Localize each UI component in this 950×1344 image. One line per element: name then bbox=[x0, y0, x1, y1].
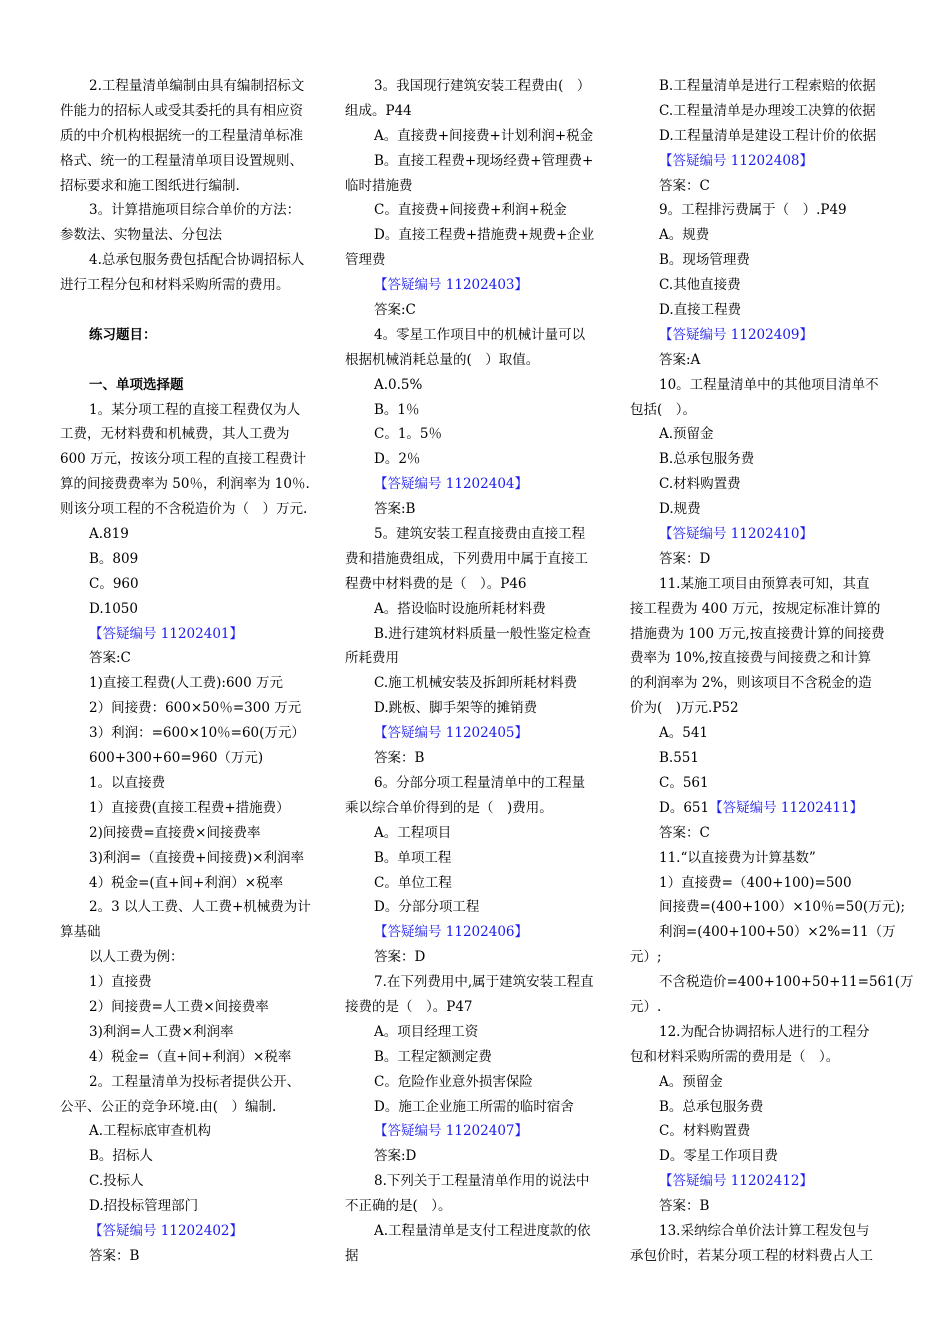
line-text: 13.采纳综合单价法计算工程发包与 bbox=[659, 1222, 870, 1239]
line-text: 1）直接费(直接工程费+措施费） bbox=[89, 799, 290, 816]
line-text: 答案:D bbox=[374, 1148, 417, 1165]
text-line bbox=[630, 1070, 892, 1095]
line-text: 【答疑编号 11202407】 bbox=[374, 1123, 529, 1140]
text-line bbox=[60, 472, 325, 497]
text-line bbox=[345, 373, 607, 398]
answer-code: 【答疑编号 11202411】 bbox=[709, 799, 864, 816]
text-line bbox=[60, 497, 325, 522]
line-text: 费和措施费组成，下列费用中属于直接工 bbox=[345, 550, 588, 567]
line-text: 不含税造价=400+100+50+11=561(万 bbox=[659, 974, 914, 991]
text-line bbox=[630, 796, 892, 821]
line-text: 4.总承包服务费包括配合协调招标人 bbox=[89, 252, 305, 269]
text-line bbox=[60, 771, 325, 796]
text-line bbox=[345, 223, 607, 248]
answer-code bbox=[630, 149, 892, 174]
text-line bbox=[60, 1020, 325, 1045]
text-line bbox=[630, 1020, 892, 1045]
answer-code bbox=[630, 522, 892, 547]
text-line bbox=[630, 1095, 892, 1120]
line-text: D.招投标管理部门 bbox=[89, 1198, 199, 1215]
line-text: D。分部分项工程 bbox=[374, 899, 480, 916]
line-text: 答案：B bbox=[89, 1247, 140, 1264]
line-text: 7.在下列费用中,属于建筑安装工程直 bbox=[374, 974, 594, 991]
text-line bbox=[60, 422, 325, 447]
text-line bbox=[345, 696, 607, 721]
line-text: 元）; bbox=[630, 949, 662, 966]
line-text: C.材料购置费 bbox=[659, 476, 741, 493]
text-line bbox=[345, 1194, 607, 1219]
line-text: 答案:C bbox=[374, 302, 416, 319]
line-text: D.工程量清单是建设工程计价的依据 bbox=[659, 127, 877, 144]
text-line bbox=[345, 348, 607, 373]
text-line bbox=[60, 1169, 325, 1194]
line-text: 格式、统一的工程量清单项目设置规则、 bbox=[60, 152, 303, 169]
line-text: D。2％ bbox=[374, 451, 421, 468]
line-text: 1。以直接费 bbox=[89, 774, 166, 791]
text-line bbox=[345, 671, 607, 696]
line-text: C.工程量清单是办理竣工决算的依据 bbox=[659, 102, 876, 119]
blank-line bbox=[60, 348, 325, 373]
answer-code bbox=[630, 323, 892, 348]
text-line bbox=[630, 497, 892, 522]
text-line bbox=[60, 1194, 325, 1219]
line-text: 临时措施费 bbox=[345, 177, 413, 194]
line-text: 2.工程量清单编制由具有编制招标文 bbox=[89, 78, 305, 94]
text-line bbox=[345, 198, 607, 223]
line-text: 600 万元，按该分项工程的直接工程费计 bbox=[60, 451, 307, 468]
line-text: 2)间接费=直接费×间接费率 bbox=[89, 824, 261, 841]
text-line bbox=[60, 871, 325, 896]
text-line bbox=[60, 597, 325, 622]
text-line bbox=[60, 248, 325, 273]
line-text: 参数法、实物量法、分包法 bbox=[60, 227, 222, 244]
text-line bbox=[630, 74, 892, 99]
text-line bbox=[345, 99, 607, 124]
text-line bbox=[630, 1045, 892, 1070]
text-line bbox=[60, 1045, 325, 1070]
text-line bbox=[60, 696, 325, 721]
line-text: 答案：D bbox=[374, 949, 426, 966]
line-text: 11.“以直接费为计算基数” bbox=[659, 849, 816, 866]
text-line bbox=[630, 920, 896, 945]
line-text: A。541 bbox=[659, 725, 709, 742]
text-line bbox=[60, 522, 325, 547]
text-line bbox=[60, 646, 325, 671]
text-line bbox=[345, 398, 607, 423]
answer-code bbox=[60, 1219, 325, 1244]
line-text: 管理费 bbox=[345, 252, 386, 269]
text-line bbox=[60, 99, 325, 124]
line-text: D。零星工作项目费 bbox=[659, 1148, 778, 1165]
line-text: C。材料购置费 bbox=[659, 1123, 751, 1140]
line-text: C。危险作业意外损害保险 bbox=[374, 1073, 533, 1090]
line-text: 利润=(400+100+50）×2%=11（万 bbox=[659, 924, 896, 941]
text-line bbox=[345, 522, 607, 547]
text-line bbox=[345, 572, 607, 597]
text-line bbox=[345, 149, 607, 174]
line-text: A.预留金 bbox=[659, 426, 714, 443]
line-text: 4）税金=(直+间+利润）×税率 bbox=[89, 874, 284, 891]
text-line bbox=[630, 223, 892, 248]
line-text: A。项目经理工资 bbox=[374, 1023, 479, 1040]
line-text: D.规费 bbox=[659, 501, 701, 518]
line-text: A。规费 bbox=[659, 227, 710, 244]
text-line bbox=[630, 298, 892, 323]
line-text: 进行工程分包和材料采购所需的费用。 bbox=[60, 277, 290, 294]
answer-code bbox=[345, 273, 607, 298]
column-1 bbox=[60, 74, 325, 1269]
line-text: 答案：D bbox=[659, 550, 711, 567]
line-text: A.819 bbox=[89, 526, 129, 543]
text-line bbox=[630, 273, 892, 298]
line-text: 组成。P44 bbox=[345, 102, 412, 119]
text-line bbox=[60, 995, 325, 1020]
line-text: 质的中介机构根据统一的工程量清单标准 bbox=[60, 127, 303, 144]
line-text: C.施工机械安装及拆卸所耗材料费 bbox=[374, 675, 578, 692]
line-text: 6。分部分项工程量清单中的工程量 bbox=[374, 774, 586, 791]
line-text: 2）间接费=人工费×间接费率 bbox=[89, 998, 269, 1015]
line-text: D.1050 bbox=[89, 600, 138, 617]
line-text: 接工程费为 400 万元，按规定标准计算的 bbox=[630, 600, 881, 617]
line-text: B.进行建筑材料质量一般性鉴定检查 bbox=[374, 625, 591, 642]
line-text: B.工程量清单是进行工程索赔的依据 bbox=[659, 78, 876, 94]
line-text: 4。零星工作项目中的机械计量可以 bbox=[374, 326, 586, 343]
text-line bbox=[630, 124, 892, 149]
text-line bbox=[630, 696, 892, 721]
line-text: 【答疑编号 11202410】 bbox=[659, 526, 814, 543]
text-line bbox=[345, 746, 607, 771]
text-line bbox=[630, 597, 892, 622]
line-text: 答案:B bbox=[374, 501, 416, 518]
line-text: 8.下列关于工程量清单作用的说法中 bbox=[374, 1173, 590, 1190]
line-text: 不正确的是( ）。 bbox=[345, 1198, 452, 1215]
line-text: A.0.5% bbox=[374, 376, 423, 393]
text-line bbox=[630, 970, 914, 995]
line-text: 【答疑编号 11202408】 bbox=[659, 152, 814, 169]
text-line bbox=[630, 1119, 892, 1144]
line-text: 1。某分项工程的直接工程费仅为人 bbox=[89, 401, 301, 418]
text-line bbox=[60, 796, 325, 821]
line-text: 件能力的招标人或受其委托的具有相应资 bbox=[60, 102, 303, 119]
text-line bbox=[630, 995, 892, 1020]
line-text: B。单项工程 bbox=[374, 849, 452, 866]
text-line bbox=[630, 398, 892, 423]
line-text: 答案：C bbox=[659, 824, 710, 841]
text-line bbox=[630, 821, 892, 846]
line-text: B。1％ bbox=[374, 401, 420, 418]
text-line bbox=[630, 1194, 892, 1219]
text-line bbox=[60, 821, 325, 846]
text-line bbox=[345, 248, 607, 273]
text-line bbox=[60, 970, 325, 995]
line-text: C.投标人 bbox=[89, 1173, 144, 1190]
answer-code bbox=[345, 721, 607, 746]
line-text: 则该分项工程的不含税造价为（ ）万元. bbox=[60, 501, 308, 518]
line-text: 包括( ）。 bbox=[630, 401, 697, 418]
line-text: 【答疑编号 11202404】 bbox=[374, 476, 529, 493]
text-line bbox=[345, 646, 607, 671]
line-text: 4）税金=（直+间+利润）×税率 bbox=[89, 1048, 292, 1065]
line-text: D。施工企业施工所需的临时宿舍 bbox=[374, 1098, 574, 1115]
line-text: 答案：C bbox=[659, 177, 710, 194]
text-line bbox=[345, 945, 607, 970]
text-line bbox=[345, 970, 607, 995]
line-text: 3。计算措施项目综合单价的方法： bbox=[89, 202, 301, 219]
line-text: 的利润率为 2%，则该项目不含税金的造 bbox=[630, 675, 872, 692]
text-line bbox=[345, 124, 607, 149]
line-text: D。直接工程费+措施费+规费+企业 bbox=[374, 227, 595, 244]
text-line bbox=[345, 422, 607, 447]
text-line bbox=[60, 572, 325, 597]
line-text: 程费中材料费的是（ ）。P46 bbox=[345, 575, 527, 592]
line-text: A.工程标底审查机构 bbox=[89, 1123, 212, 1140]
line-text: 算的间接费费率为 50％，利润率为 10％. bbox=[60, 476, 310, 493]
answer-code bbox=[345, 1119, 607, 1144]
text-line bbox=[345, 174, 607, 199]
text-line bbox=[60, 1070, 325, 1095]
line-text: 据 bbox=[345, 1247, 359, 1264]
text-line bbox=[60, 1119, 325, 1144]
text-line bbox=[345, 1169, 607, 1194]
line-text: 答案：B bbox=[374, 750, 425, 767]
column-2 bbox=[345, 74, 607, 1269]
line-text: 招标要求和施工图纸进行编制. bbox=[60, 177, 240, 194]
line-text: B。809 bbox=[89, 550, 139, 567]
line-text: A。预留金 bbox=[659, 1073, 723, 1090]
text-line bbox=[630, 1244, 892, 1269]
text-line bbox=[630, 622, 892, 647]
blank-line bbox=[60, 298, 325, 323]
text-line bbox=[630, 472, 892, 497]
line-text: 根据机械消耗总量的( ）取值。 bbox=[345, 351, 540, 368]
text-line bbox=[345, 871, 607, 896]
section-heading bbox=[60, 323, 325, 348]
line-text: 以人工费为例： bbox=[89, 949, 184, 966]
line-text: 5。建筑安装工程直接费由直接工程 bbox=[374, 526, 586, 543]
text-line bbox=[630, 572, 892, 597]
line-text: 3。我国现行建筑安装工程费由( ） bbox=[374, 78, 591, 94]
line-text: C。1。5％ bbox=[374, 426, 443, 443]
text-line bbox=[60, 671, 325, 696]
text-line bbox=[345, 1244, 607, 1269]
line-text: 元）. bbox=[630, 998, 662, 1015]
text-line bbox=[630, 174, 892, 199]
line-text: 【答疑编号 11202403】 bbox=[374, 277, 529, 294]
line-text: 【答疑编号 11202409】 bbox=[659, 326, 814, 343]
line-text: 承包价时，若某分项工程的材料费占人工 bbox=[630, 1247, 873, 1264]
text-line bbox=[60, 398, 325, 423]
text-line bbox=[630, 422, 892, 447]
answer-code bbox=[60, 622, 325, 647]
text-line bbox=[60, 1144, 325, 1169]
line-text: B.总承包服务费 bbox=[659, 451, 755, 468]
line-text: 3)利润=（直接费+间接费)×利润率 bbox=[89, 849, 305, 866]
text-line bbox=[630, 99, 892, 124]
line-text: 所耗费用 bbox=[345, 650, 399, 667]
line-text: 答案:A bbox=[659, 351, 701, 368]
text-line bbox=[630, 846, 892, 871]
text-line bbox=[60, 920, 325, 945]
text-line bbox=[60, 895, 325, 920]
text-line bbox=[60, 124, 325, 149]
line-text: 【答疑编号 11202405】 bbox=[374, 725, 529, 742]
text-line bbox=[630, 547, 892, 572]
line-text: C。单位工程 bbox=[374, 874, 452, 891]
line-text: C.其他直接费 bbox=[659, 277, 741, 294]
text-line bbox=[630, 871, 892, 896]
text-line bbox=[630, 447, 892, 472]
column-3 bbox=[630, 74, 914, 1269]
line-text: 【答疑编号 11202406】 bbox=[374, 924, 529, 941]
text-line bbox=[345, 895, 607, 920]
line-text: C。561 bbox=[659, 774, 709, 791]
text-line bbox=[345, 1219, 607, 1244]
text-line bbox=[60, 74, 325, 99]
line-text: 算基础 bbox=[60, 924, 101, 941]
line-text: B。工程定额测定费 bbox=[374, 1048, 492, 1065]
line-text: 工费，无材料费和机械费，其人工费为 bbox=[60, 426, 290, 443]
line-text: A。工程项目 bbox=[374, 824, 452, 841]
text-line bbox=[630, 721, 892, 746]
line-text: B。总承包服务费 bbox=[659, 1098, 764, 1115]
line-text: 【答疑编号 11202401】 bbox=[89, 625, 244, 642]
text-line bbox=[60, 1244, 325, 1269]
line-text: 接费的是（ ）。P47 bbox=[345, 998, 473, 1015]
text-line bbox=[345, 74, 607, 99]
text-line bbox=[345, 1020, 607, 1045]
text-line bbox=[60, 149, 325, 174]
line-text: 包和材料采购所需的费用是（ ）。 bbox=[630, 1048, 840, 1065]
line-text: 费率为 10%,按直接费与间接费之和计算 bbox=[630, 650, 872, 667]
text-line bbox=[60, 174, 325, 199]
text-line bbox=[630, 945, 892, 970]
line-text: 12.为配合协调招标人进行的工程分 bbox=[659, 1023, 870, 1040]
answer-code bbox=[345, 472, 607, 497]
text-line bbox=[630, 671, 892, 696]
answer-code bbox=[345, 920, 607, 945]
line-text: C。直接费+间接费+利润+税金 bbox=[374, 202, 567, 219]
line-text: 【答疑编号 11202402】 bbox=[89, 1222, 244, 1239]
text-line bbox=[345, 447, 607, 472]
line-text: 一、单项选择题 bbox=[89, 376, 184, 393]
text-line bbox=[630, 746, 892, 771]
text-line bbox=[345, 323, 607, 348]
line-text: 600+300+60=960（万元) bbox=[89, 750, 264, 767]
line-text: 2）间接费：600×50％=300 万元 bbox=[89, 700, 302, 717]
text-line bbox=[345, 622, 607, 647]
answer-code bbox=[630, 1169, 892, 1194]
text-line bbox=[345, 1045, 607, 1070]
text-line bbox=[345, 846, 607, 871]
line-text: B。招标人 bbox=[89, 1148, 153, 1165]
line-text: B。直接工程费+现场经费+管理费+ bbox=[374, 152, 594, 169]
line-text: 1)直接工程费(人工费):600 万元 bbox=[89, 675, 283, 692]
line-text: 【答疑编号 11202412】 bbox=[659, 1173, 814, 1190]
text-line bbox=[60, 547, 325, 572]
line-text: C。960 bbox=[89, 575, 139, 592]
text-line bbox=[630, 1219, 892, 1244]
line-text: 答案：B bbox=[659, 1198, 710, 1215]
text-line bbox=[60, 721, 325, 746]
line-text: A.工程量清单是支付工程进度款的依 bbox=[374, 1222, 591, 1239]
text-line bbox=[630, 248, 892, 273]
text-line bbox=[60, 198, 325, 223]
text-line bbox=[345, 1095, 607, 1120]
line-text: D。651 bbox=[659, 799, 710, 816]
line-text: 乘以综合单价得到的是（ )费用。 bbox=[345, 799, 553, 816]
line-text: A。直接费+间接费+计划利润+税金 bbox=[374, 127, 594, 144]
line-text: 3)利润=人工费×利润率 bbox=[89, 1023, 234, 1040]
line-text: 措施费为 100 万元,按直接费计算的间接费 bbox=[630, 625, 885, 642]
text-line bbox=[630, 895, 905, 920]
line-text: 1）直接费=（400+100)=500 bbox=[659, 874, 852, 891]
line-text: 3）利润：=600×10％=60(万元） bbox=[89, 725, 305, 742]
text-line bbox=[630, 771, 892, 796]
line-text: D.跳板、脚手架等的摊销费 bbox=[374, 700, 538, 717]
text-line bbox=[60, 223, 325, 248]
text-line bbox=[345, 497, 607, 522]
line-text: B.551 bbox=[659, 750, 699, 767]
line-text: 10。工程量清单中的其他项目清单不 bbox=[659, 376, 879, 393]
line-text: 练习题目： bbox=[89, 326, 157, 343]
line-text: D.直接工程费 bbox=[659, 302, 742, 319]
text-line bbox=[60, 447, 325, 472]
text-line bbox=[60, 1095, 325, 1120]
text-line bbox=[630, 373, 892, 398]
line-text: 2。3 以人工费、人工费+机械费为计 bbox=[89, 899, 311, 916]
text-line bbox=[630, 1144, 892, 1169]
line-text: B。现场管理费 bbox=[659, 252, 750, 269]
text-line bbox=[60, 746, 325, 771]
line-text: 11.某施工项目由预算表可知，其直 bbox=[659, 575, 870, 592]
text-line bbox=[345, 796, 607, 821]
text-line bbox=[345, 547, 607, 572]
text-line bbox=[60, 945, 325, 970]
text-line bbox=[345, 821, 607, 846]
line-text: 答案:C bbox=[89, 650, 131, 667]
text-line bbox=[345, 597, 607, 622]
text-line bbox=[345, 1144, 607, 1169]
section-heading bbox=[60, 373, 325, 398]
text-line bbox=[345, 771, 607, 796]
text-line bbox=[60, 846, 325, 871]
line-text: 9。工程排污费属于（ ）.P49 bbox=[659, 202, 847, 219]
line-text: 间接费=(400+100）×10％=50(万元); bbox=[659, 899, 905, 916]
text-line bbox=[630, 348, 892, 373]
line-text: 2。工程量清单为投标者提供公开、 bbox=[89, 1073, 301, 1090]
text-line bbox=[630, 646, 892, 671]
text-line bbox=[345, 1070, 607, 1095]
text-line bbox=[630, 198, 892, 223]
line-text: A。搭设临时设施所耗材料费 bbox=[374, 600, 546, 617]
text-line bbox=[345, 298, 607, 323]
text-line bbox=[60, 273, 325, 298]
text-line bbox=[345, 995, 607, 1020]
line-text: 公平、公正的竞争环境.由( ）编制. bbox=[60, 1098, 277, 1115]
line-text: 价为( )万元.P52 bbox=[630, 700, 739, 717]
line-text: 1）直接费 bbox=[89, 974, 152, 991]
